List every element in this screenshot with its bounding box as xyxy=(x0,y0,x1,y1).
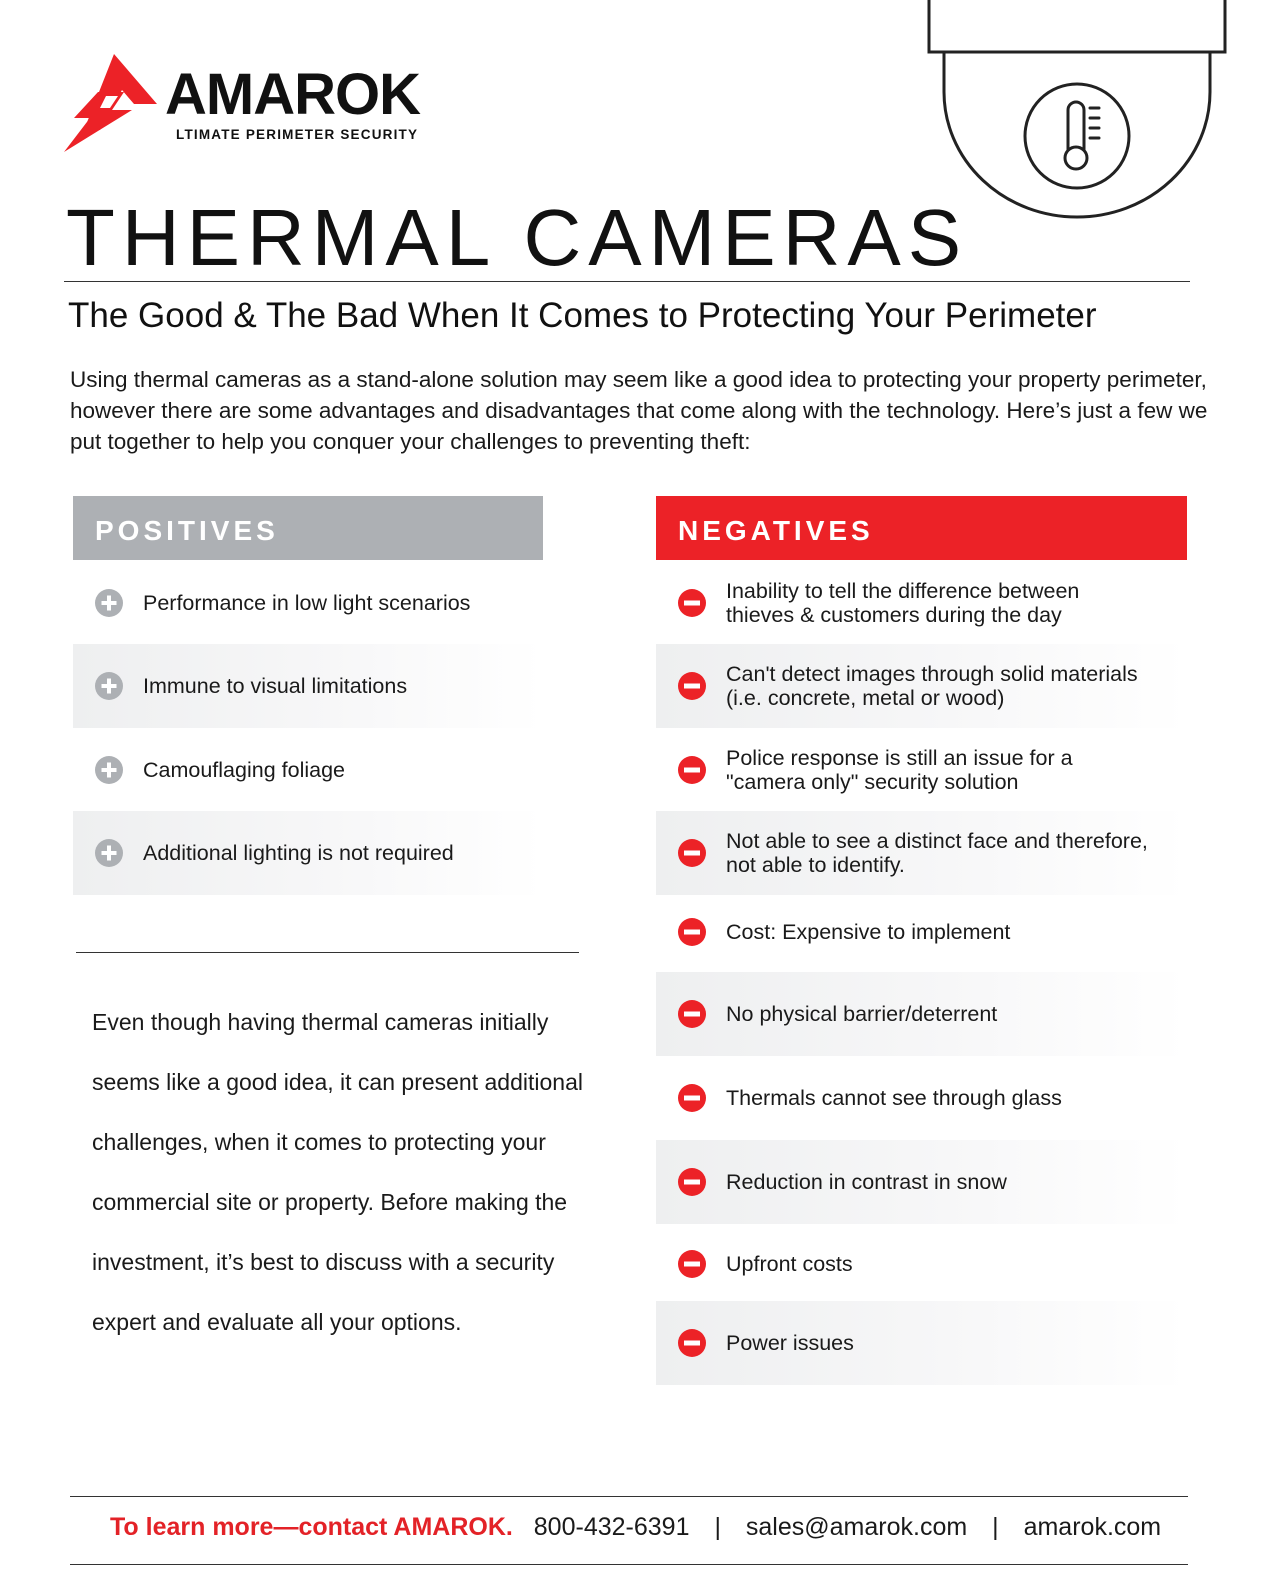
page-title: THERMAL CAMERAS xyxy=(66,193,969,282)
footer-separator: | xyxy=(714,1513,721,1541)
negative-item-label: Thermals cannot see through glass xyxy=(726,1086,1062,1110)
plus-circle-icon xyxy=(94,838,124,868)
minus-circle-icon xyxy=(677,838,707,868)
footer-contact xyxy=(110,1513,1161,1542)
negative-item xyxy=(656,728,1187,812)
negative-item xyxy=(656,811,1187,895)
negative-item-label: Reduction in contrast in snow xyxy=(726,1170,1007,1194)
positive-item xyxy=(73,561,543,645)
negative-item-label: Not able to see a distinct face and therefore, not able to identify. xyxy=(726,829,1148,877)
negatives-header: NEGATIVES xyxy=(656,496,1187,560)
positive-item-label: Performance in low light scenarios xyxy=(143,591,471,615)
thermal-camera-illustration xyxy=(920,0,1250,230)
minus-circle-icon xyxy=(677,671,707,701)
negative-item-label: Police response is still an issue for a "camera only" security solution xyxy=(726,746,1073,794)
positive-item-label: Camouflaging foliage xyxy=(143,758,345,782)
footer-separator: | xyxy=(992,1513,999,1541)
amarok-logo-mark xyxy=(62,52,158,154)
minus-circle-icon xyxy=(677,1083,707,1113)
brand-name: AMAROK xyxy=(165,62,420,127)
negative-item xyxy=(656,1301,1187,1385)
negative-item-label: No physical barrier/deterrent xyxy=(726,1002,998,1026)
positive-item xyxy=(73,811,543,895)
section-divider xyxy=(76,952,579,953)
negative-item xyxy=(656,1140,1187,1224)
minus-circle-icon xyxy=(677,1167,707,1197)
footer-phone[interactable]: 800-432-6391 xyxy=(533,1513,690,1541)
negative-item xyxy=(656,644,1187,728)
positives-header: POSITIVES xyxy=(73,496,543,560)
positive-item-label: Immune to visual limitations xyxy=(143,674,408,698)
footer-website-link[interactable]: amarok.com xyxy=(1023,1513,1162,1541)
negative-item-label: Cost: Expensive to implement xyxy=(726,920,1011,944)
negative-item xyxy=(656,890,1187,974)
plus-circle-icon xyxy=(94,671,124,701)
negative-item-label: Upfront costs xyxy=(726,1252,853,1276)
plus-circle-icon xyxy=(94,755,124,785)
negative-item xyxy=(656,1056,1187,1140)
positive-item xyxy=(73,644,543,728)
minus-circle-icon xyxy=(677,755,707,785)
minus-circle-icon xyxy=(677,917,707,947)
page-subtitle: The Good & The Bad When It Comes to Protecting Your Perimeter xyxy=(68,296,1097,335)
negative-item xyxy=(656,1222,1187,1306)
negative-item xyxy=(656,972,1187,1056)
title-divider xyxy=(64,281,1190,282)
negative-item xyxy=(656,561,1187,645)
plus-circle-icon xyxy=(94,588,124,618)
footer-divider-bottom xyxy=(70,1564,1188,1565)
negative-item-label: Power issues xyxy=(726,1331,854,1355)
minus-circle-icon xyxy=(677,588,707,618)
footer-cta: To learn more—contact AMAROK. xyxy=(110,1513,513,1541)
positive-item-label: Additional lighting is not required xyxy=(143,841,454,865)
footer-divider-top xyxy=(70,1496,1188,1497)
minus-circle-icon xyxy=(677,1328,707,1358)
minus-circle-icon xyxy=(677,999,707,1029)
negative-item-label: Inability to tell the difference between thieves & customers during the day xyxy=(726,579,1080,627)
intro-paragraph: Using thermal cameras as a stand-alone solution may seem like a good idea to protecting your property perimeter, however there are some advantages and disadvantages that come along with the technology. Here’s just a few we put together to help you conquer your challenges to preventing theft: xyxy=(70,367,1208,454)
negative-item-label: Can't detect images through solid materials (i.e. concrete, metal or wood) xyxy=(726,662,1138,710)
brand-tagline: LTIMATE PERIMETER SECURITY xyxy=(176,127,419,142)
closing-paragraph: Even though having thermal cameras initially seems like a good idea, it can present additional challenges, when it comes to protecting your commercial site or property. Before making the investment, it’s best to discuss with a security expert and evaluate all your options. xyxy=(92,1009,583,1335)
minus-circle-icon xyxy=(677,1249,707,1279)
footer-email-link[interactable]: sales@amarok.com xyxy=(745,1513,968,1541)
positive-item xyxy=(73,728,543,812)
